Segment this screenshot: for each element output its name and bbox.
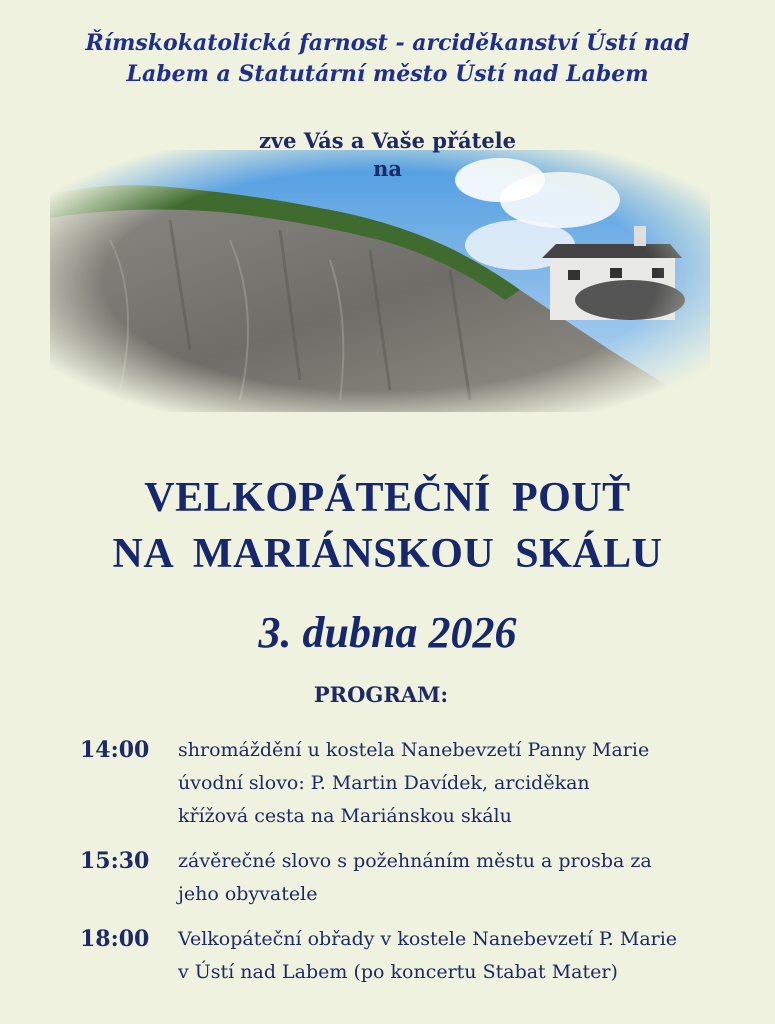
invitation [0,127,775,183]
program-item [80,734,750,833]
program-item [80,923,750,989]
program-text: shromáždění u kostela Nanebevzetí Panny Marie [178,739,650,761]
parish-header [40,28,735,90]
program-text: Velkopáteční obřady v kostele Nanebevzetí P. Marie [178,928,678,950]
program-text: jeho obyvatele [178,883,318,905]
invitation-line-1: zve Vás a Vaše přátele [258,128,517,153]
program-time: 14:00 [80,737,150,763]
program-text: úvodní slovo: P. Martin Davídek, arciděkan [178,772,590,794]
program-time: 18:00 [80,926,150,952]
title-line-2: NA MARIÁNSKOU SKÁLU [112,531,663,577]
program-text: křížová cesta na Mariánskou skálu [178,805,512,827]
event-title [0,470,775,582]
title-line-1: VELKOPÁTEČNÍ POUŤ [144,475,631,521]
rock-photo [50,150,710,412]
invitation-line-2: na [373,156,402,181]
program-heading: PROGRAM: [313,682,449,707]
program-text: v Ústí nad Labem (po koncertu Stabat Mater) [178,961,618,983]
header-line-1: Římskokatolická farnost - arciděkanství Ústí nad [85,30,690,56]
header-line-2: Labem a Statutární město Ústí nad Labem [126,61,649,87]
program-text: závěrečné slovo s požehnáním městu a prosba za [178,850,652,872]
program-list [80,734,750,1001]
program-item [80,845,750,911]
program-time: 15:30 [80,848,150,874]
event-date: 3. dubna 2026 [258,608,517,657]
